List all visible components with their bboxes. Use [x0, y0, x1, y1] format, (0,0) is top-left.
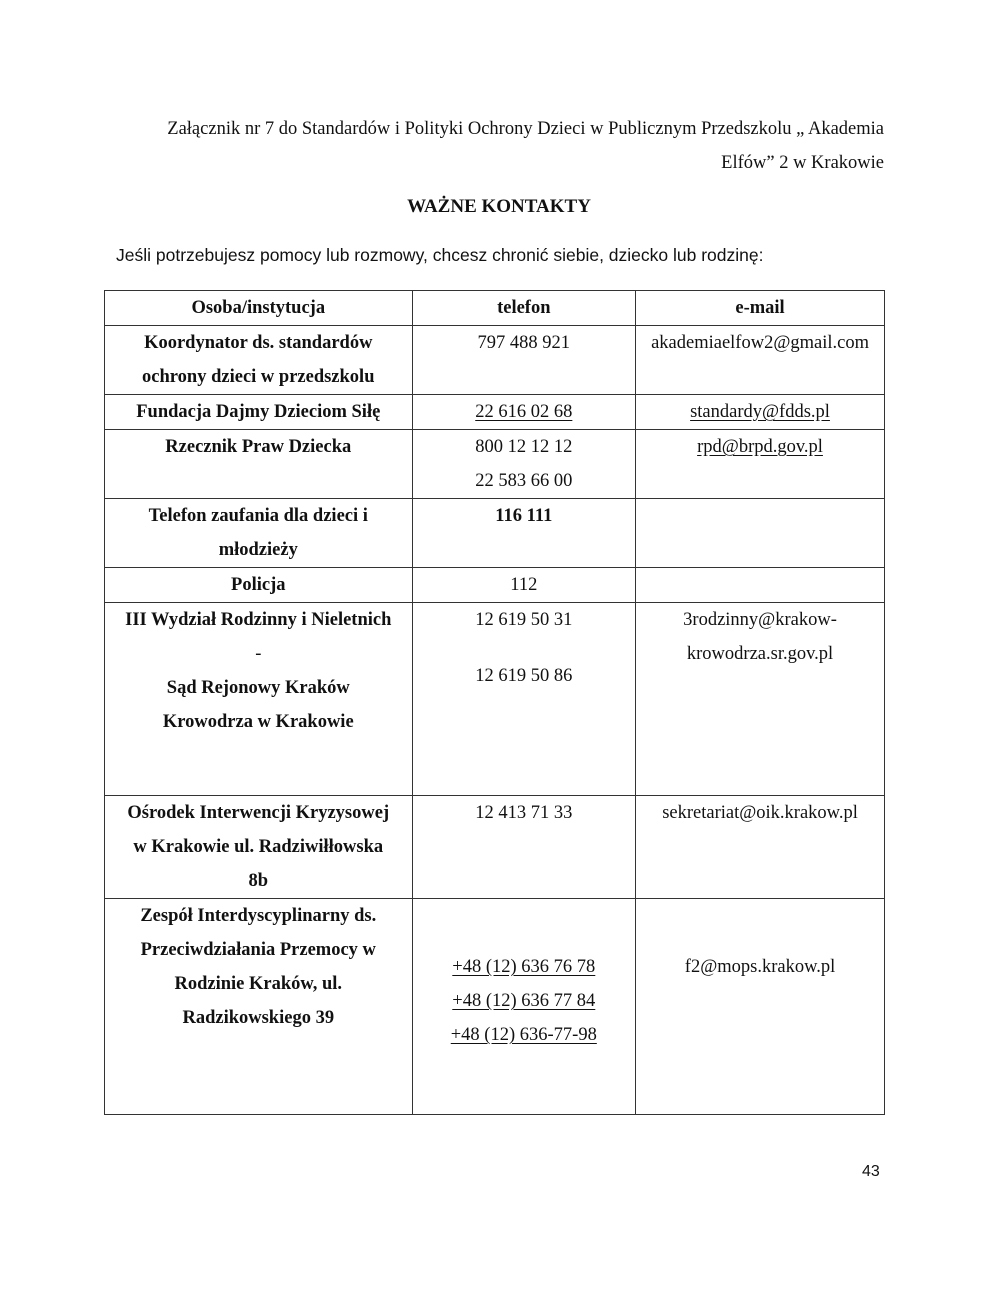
- institution-line: Sąd Rejonowy Kraków: [166, 678, 350, 698]
- institution-line: młodzieży: [218, 540, 298, 560]
- spacer: [417, 637, 632, 659]
- institution-line: Ośrodek Interwencji Kryzysowej: [127, 803, 390, 823]
- email-cell: [636, 899, 885, 1115]
- phone-cell: [412, 899, 636, 1115]
- institution-line: -: [255, 644, 262, 664]
- phone-link[interactable]: +48 (12) 636-77-98: [450, 1025, 597, 1045]
- document-header: [104, 112, 884, 180]
- intro-text: Jeśli potrzebujesz pomocy lub rozmowy, chcesz chronić siebie, dziecko lub rodzinę:: [116, 245, 764, 265]
- institution-line: Radzikowskiego 39: [182, 1008, 335, 1028]
- column-header-email: e-mail: [636, 291, 885, 326]
- phone-link[interactable]: +48 (12) 636 76 78: [452, 957, 596, 977]
- email-link[interactable]: standardy@fdds.pl: [690, 402, 830, 422]
- institution-line: Koordynator ds. standardów: [144, 333, 373, 353]
- institution-cell: [105, 326, 413, 395]
- table-row: [105, 499, 885, 568]
- email-cell: [636, 568, 885, 603]
- phone-number: 12 619 50 31: [475, 610, 573, 630]
- email-address: krowodrza.sr.gov.pl: [686, 644, 834, 664]
- institution-line: Rzecznik Praw Dziecka: [165, 437, 352, 457]
- institution-line: Rodzinie Kraków, ul.: [174, 974, 343, 994]
- institution-cell: [105, 499, 413, 568]
- institution-cell: [105, 603, 413, 796]
- table-row: [105, 430, 885, 499]
- email-cell: [636, 499, 885, 568]
- phone-number: 116 111: [495, 506, 553, 526]
- phone-cell: [412, 395, 636, 430]
- contacts-table: [104, 290, 885, 1115]
- column-header-phone: telefon: [412, 291, 636, 326]
- institution-line: 8b: [248, 871, 269, 891]
- header-line-1: Załącznik nr 7 do Standardów i Polityki Ochrony Dzieci w Publicznym Przedszkolu „ Akademia: [167, 119, 884, 139]
- phone-cell: [412, 430, 636, 499]
- email-cell: [636, 796, 885, 899]
- institution-cell: [105, 796, 413, 899]
- phone-cell: [412, 326, 636, 395]
- institution-line: III Wydział Rodzinny i Nieletnich: [125, 610, 392, 630]
- email-address: sekretariat@oik.krakow.pl: [662, 803, 858, 823]
- table-row: [105, 568, 885, 603]
- email-cell: [636, 430, 885, 499]
- institution-cell: [105, 899, 413, 1115]
- institution-line: Fundacja Dajmy Dzieciom Siłę: [136, 402, 381, 422]
- phone-number: 12 619 50 86: [475, 666, 573, 686]
- table-row: [105, 395, 885, 430]
- email-cell: [636, 326, 885, 395]
- phone-cell: [412, 499, 636, 568]
- email-address: f2@mops.krakow.pl: [684, 957, 836, 977]
- column-header-institution: Osoba/instytucja: [105, 291, 413, 326]
- institution-line: ochrony dzieci w przedszkolu: [142, 367, 375, 387]
- institution-line: w Krakowie ul. Radziwiłłowska: [133, 837, 384, 857]
- table-row: [105, 603, 885, 796]
- institution-cell: [105, 430, 413, 499]
- page-title: WAŻNE KONTAKTY: [407, 196, 591, 217]
- phone-link[interactable]: +48 (12) 636 77 84: [452, 991, 596, 1011]
- phone-number: 112: [510, 575, 538, 595]
- table-row: [105, 899, 885, 1115]
- table-row: [105, 326, 885, 395]
- page-number: 43: [862, 1163, 880, 1180]
- email-cell: [636, 603, 885, 796]
- phone-number: 22 583 66 00: [475, 471, 573, 491]
- institution-cell: [105, 395, 413, 430]
- phone-number: 12 413 71 33: [475, 803, 573, 823]
- institution-cell: [105, 568, 413, 603]
- email-address: akademiaelfow2@gmail.com: [651, 333, 869, 353]
- phone-number: 797 488 921: [477, 333, 571, 353]
- phone-link[interactable]: 22 616 02 68: [475, 402, 573, 422]
- table-header-row: [105, 291, 885, 326]
- email-address: 3rodzinny@krakow-: [683, 610, 837, 630]
- phone-cell: [412, 603, 636, 796]
- institution-line: Zespół Interdyscyplinarny ds.: [140, 906, 377, 926]
- institution-line: Telefon zaufania dla dzieci i: [148, 506, 368, 526]
- institution-line: Krowodrza w Krakowie: [162, 712, 354, 732]
- institution-line: Przeciwdziałania Przemocy w: [140, 940, 376, 960]
- phone-cell: [412, 796, 636, 899]
- header-line-2: Elfów” 2 w Krakowie: [721, 153, 884, 173]
- institution-line: Policja: [231, 575, 286, 595]
- phone-cell: [412, 568, 636, 603]
- phone-number: 800 12 12 12: [475, 437, 573, 457]
- email-link[interactable]: rpd@brpd.gov.pl: [697, 437, 823, 457]
- email-cell: [636, 395, 885, 430]
- table-row: [105, 796, 885, 899]
